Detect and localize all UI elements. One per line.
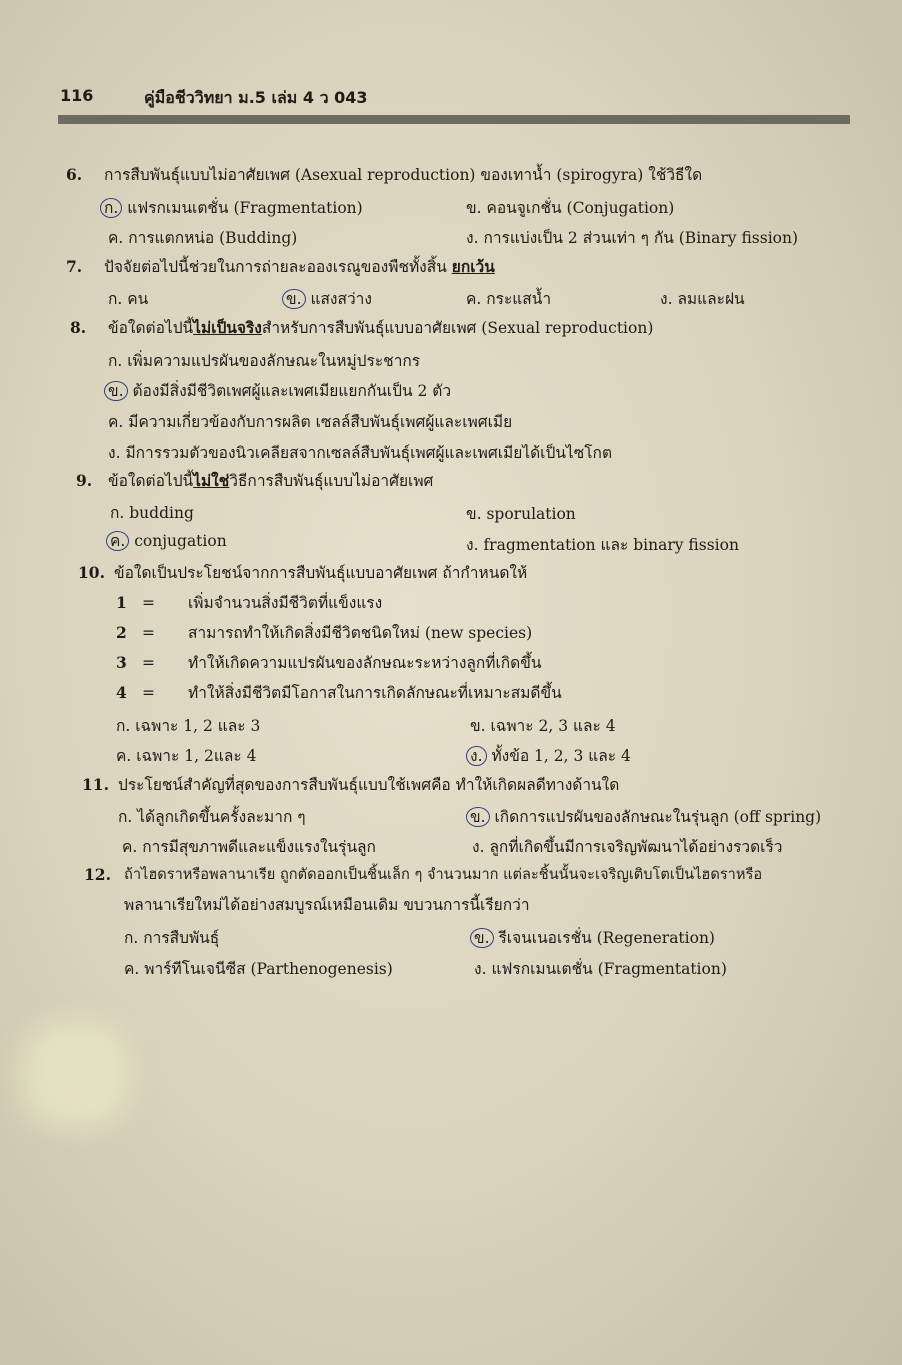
circled-answer: ค. — [106, 531, 129, 551]
option-label: ก. — [118, 808, 133, 826]
option — [104, 378, 451, 403]
option-text: ลูกที่เกิดขึ้นมีการเจริญพัฒนาได้อย่างรวดเร็ว — [489, 838, 783, 856]
option — [108, 440, 612, 465]
emphasis-text: ไม่เป็นจริง — [193, 318, 262, 337]
option-text: เฉพาะ 1, 2 และ 3 — [135, 717, 261, 735]
book-title: คู่มือชีววิทยา ม.5 เล่ม 4 ว 043 — [144, 88, 368, 107]
equals-sign: = — [142, 624, 155, 642]
option-label: ค. — [108, 229, 124, 247]
question-number: 7. — [66, 257, 83, 276]
question-text: ข้อใดเป็นประโยชน์จากการสืบพันธุ์แบบอาศัยเพศ ถ้ากำหนดให้ — [114, 564, 528, 582]
option — [466, 501, 576, 526]
option-label: ง. — [472, 838, 485, 856]
option-label: ข. — [470, 717, 486, 735]
option-text: มีความเกี่ยวข้องกับการผลิต เซลล์สืบพันธุ์เพศผู้และเพศเมีย — [128, 413, 513, 431]
option — [466, 286, 551, 311]
question-number: 12. — [84, 865, 111, 884]
header-rule — [58, 115, 850, 124]
option — [116, 713, 260, 738]
option-text: budding — [129, 504, 194, 522]
option-text: เฉพาะ 2, 3 และ 4 — [490, 717, 616, 735]
option-label: ก. — [110, 504, 125, 522]
option-text: แฟรกเมนเตชั่น (Fragmentation) — [491, 960, 727, 978]
definition-text: เพิ่มจำนวนสิ่งมีชีวิตที่แข็งแรง — [188, 594, 383, 612]
question-text-part: ปัจจัยต่อไปนี้ช่วยในการถ่ายละอองเรณูของพืชทั้งสิ้น — [104, 258, 452, 276]
question-text-part: วิธีการสืบพันธุ์แบบไม่อาศัยเพศ — [229, 472, 434, 490]
option — [106, 531, 227, 551]
option — [470, 713, 616, 738]
option-label: ก. — [116, 717, 131, 735]
option-label: ค. — [116, 747, 132, 765]
circled-answer: ข. — [104, 381, 128, 401]
question-number: 8. — [70, 318, 87, 337]
option — [660, 286, 745, 311]
option — [100, 195, 363, 220]
option-label: ค. — [108, 413, 124, 431]
circled-answer: ข. — [470, 928, 494, 948]
option — [122, 834, 376, 859]
option-label: ง. — [108, 444, 121, 462]
question-text-continued: พลานาเรียใหม่ได้อย่างสมบูรณ์เหมือนเดิม ขบวนการนี้เรียกว่า — [124, 896, 530, 914]
circled-answer: ง. — [466, 746, 487, 766]
option-text: การแบ่งเป็น 2 ส่วนเท่า ๆ กัน (Binary fission) — [483, 229, 799, 247]
question-number: 6. — [66, 165, 83, 184]
option-text: กระแสน้ำ — [486, 290, 552, 308]
page-header — [58, 86, 848, 110]
definition-text: ทำให้สิ่งมีชีวิตมีโอกาสในการเกิดลักษณะที่เหมาะสมดีขึ้น — [188, 684, 562, 702]
definition-number: 1 — [116, 593, 127, 612]
option-text: รีเจนเนอเรชั่น (Regeneration) — [498, 929, 715, 947]
option — [108, 409, 512, 434]
question-number: 11. — [82, 775, 109, 794]
option-text: คน — [127, 290, 149, 308]
light-glare — [20, 1020, 130, 1130]
option-text: conjugation — [134, 532, 227, 550]
option-text: ทั้งข้อ 1, 2, 3 และ 4 — [491, 747, 631, 765]
option-text: เกิดการแปรผันของลักษณะในรุ่นลูก (off spring) — [494, 808, 822, 826]
option — [124, 925, 219, 950]
equals-sign: = — [142, 684, 155, 702]
option — [110, 500, 194, 525]
question-text-part: ข้อใดต่อไปนี้ — [108, 319, 194, 337]
circled-answer: ข. — [282, 289, 306, 309]
option — [108, 225, 297, 250]
option — [470, 925, 715, 950]
option-text: ลมและฝน — [677, 290, 745, 308]
option-text: คอนจูเกชั่น (Conjugation) — [486, 199, 675, 217]
question-number: 9. — [76, 471, 93, 490]
option — [116, 743, 256, 768]
option — [108, 348, 420, 373]
option-label: ค. — [124, 960, 140, 978]
definition-number: 4 — [116, 683, 127, 702]
definition-number: 3 — [116, 653, 127, 672]
option-text: มีการรวมตัวของนิวเคลียสจากเซลล์สืบพันธุ์เพศผู้และเพศเมียได้เป็นไซโกต — [125, 444, 613, 462]
option — [466, 225, 798, 250]
option-text: การแตกหน่อ (Budding) — [128, 229, 298, 247]
definition-text: ทำให้เกิดความแปรผันของลักษณะระหว่างลูกที่เกิดขึ้น — [188, 654, 542, 672]
option — [466, 532, 739, 557]
question-text — [104, 256, 495, 278]
option-label: ค. — [466, 290, 482, 308]
equals-sign: = — [142, 654, 155, 672]
option-label: ข. — [466, 199, 482, 217]
question-text-part: ข้อใดต่อไปนี้ — [108, 472, 194, 490]
option-label: ง. — [660, 290, 673, 308]
circled-answer: ก. — [100, 198, 122, 218]
option — [282, 286, 372, 311]
option-text: ได้ลูกเกิดขึ้นครั้งละมาก ๆ — [137, 808, 306, 826]
emphasis-text: ไม่ใช่ — [193, 471, 230, 490]
option — [118, 804, 306, 829]
equals-sign: = — [142, 594, 155, 612]
option — [474, 956, 727, 981]
option-text: แสงสว่าง — [310, 290, 372, 308]
question-text — [108, 317, 653, 339]
option-label: ค. — [122, 838, 138, 856]
option-text: การสืบพันธุ์ — [143, 929, 220, 947]
option-text: เพิ่มความแปรผันของลักษณะในหมู่ประชากร — [127, 352, 421, 370]
option-label: ง. — [466, 536, 479, 554]
page-number: 116 — [60, 86, 94, 105]
option-text: พาร์ทีโนเจนีซีส (Parthenogenesis) — [144, 960, 393, 978]
option-label: ง. — [466, 229, 479, 247]
question-text: การสืบพันธุ์แบบไม่อาศัยเพศ (Asexual reproduction) ของเทาน้ำ (spirogyra) ใช้วิธีใด — [104, 166, 703, 184]
question-number: 10. — [78, 563, 105, 582]
option-text: แฟรกเมนเตชั่น (Fragmentation) — [127, 199, 363, 217]
option-label: ง. — [474, 960, 487, 978]
option-label: ก. — [124, 929, 139, 947]
definition-number: 2 — [116, 623, 127, 642]
option-label: ก. — [108, 290, 123, 308]
option-text: sporulation — [486, 505, 576, 523]
circled-answer: ข. — [466, 807, 490, 827]
question-text-part: สำหรับการสืบพันธุ์แบบอาศัยเพศ (Sexual reproduction) — [261, 319, 654, 337]
option — [472, 834, 782, 859]
question-text — [108, 470, 433, 492]
option-label: ข. — [466, 505, 482, 523]
definition-text: สามารถทำให้เกิดสิ่งมีชีวิตชนิดใหม่ (new species) — [188, 624, 533, 642]
option-text: fragmentation และ binary fission — [483, 536, 739, 554]
option-text: เฉพาะ 1, 2และ 4 — [136, 747, 257, 765]
option — [466, 195, 674, 220]
option-text: ต้องมีสิ่งมีชีวิตเพศผู้และเพศเมียแยกกันเป็น 2 ตัว — [132, 382, 452, 400]
option — [108, 286, 148, 311]
option — [124, 956, 393, 981]
question-text: ประโยชน์สำคัญที่สุดของการสืบพันธุ์แบบใช้เพศคือ ทำให้เกิดผลดีทางด้านใด — [118, 776, 620, 794]
option — [466, 804, 821, 829]
option — [466, 743, 631, 768]
emphasis-text: ยกเว้น — [451, 257, 495, 276]
option-text: การมีสุขภาพดีและแข็งแรงในรุ่นลูก — [142, 838, 376, 856]
question-text: ถ้าไฮดราหรือพลานาเรีย ถูกตัดออกเป็นชิ้นเล็ก ๆ จำนวนมาก แต่ละชิ้นนั้นจะเจริญเติบโตเป็นไฮดราหรือ — [124, 866, 763, 883]
option-label: ก. — [108, 352, 123, 370]
